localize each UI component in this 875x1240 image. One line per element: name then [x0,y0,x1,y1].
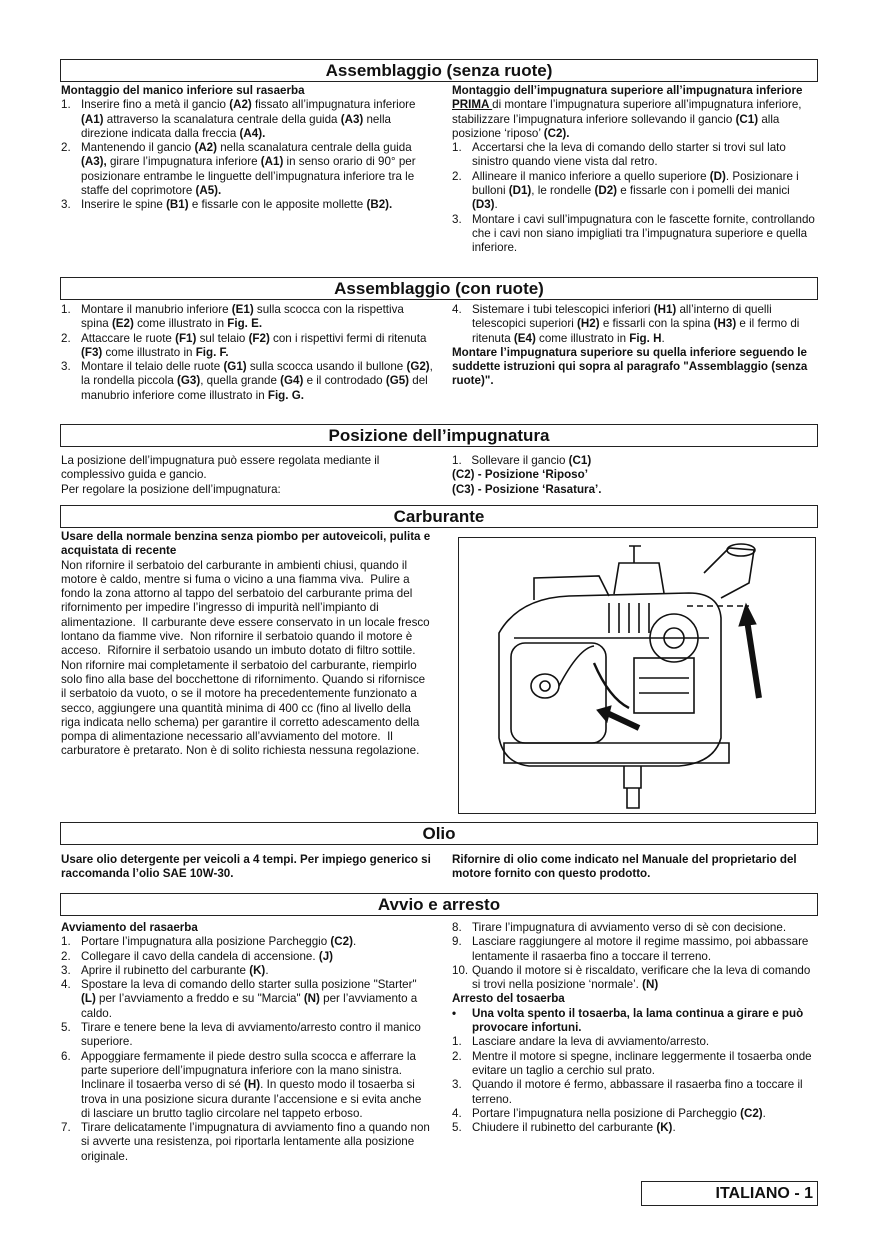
col-left-assemblaggio-con-ruote: 1. Montare il manubrio inferiore (E1) sulla scocca con la rispettiva spina (E2) come illustrato in Fig. E. 2. Attaccare le ruote (F1) sul telaio (F2) con i rispettivi fermi di ritenuta (F3) come illustrato in Fig. F. 3. Montare il telaio delle ruote (G1) sulla scocca usando il bullone (G2), la rondella piccola (G3), quella grande (G4) e il controdado (G5) del manubrio inferiore come illustrato in Fig. G. [61,303,433,402]
section-title-assemblaggio-con-ruote: Assemblaggio (con ruote) [60,277,818,300]
col-right-assemblaggio-con-ruote: 4. Sistemare i tubi telescopici inferiori (H1) all’interno di quelli telescopici superiori (H2) e fissarli con la spina (H3) e il fermo di ritenuta (E4) come illustrato in Fig. H. Montare l’impugnatura superiore su quella inferiore seguendo le suddette istruzioni qui sopra al paragrafo "Assemblaggio (senza ruote)". [452,303,808,388]
col-right-posizione-impugnatura: 1. Sollevare il gancio (C1) (C2) - Posizione ‘Riposo’ (C3) - Posizione ‘Rasatura’. [452,454,602,496]
col-left-olio: Usare olio detergente per veicoli a 4 tempi. Per impiego generico si raccomanda l’olio SAE 10W-30. [61,853,431,881]
col-right-avvio-arresto: 8. Tirare l’impugnatura di avviamento verso di sè con decisione. 9. Lasciare raggiungere al motore il regime massimo, poi abbassare lentamente il rasaerba fino a toccare il terreno. 10. Quando il motore si è riscaldato, verificare che la leva di comando si trovi nella posizione ‘normale’. (N) Arresto del tosaerba • Una volta spento il tosaerba, la lama continua a girare e può provocare infortuni. 1. Lasciare andare la leva di avviamento/arresto. 2. Mentre il motore si spegne, inclinare leggermente il tosaerba onde evitare un taglio a cerchio sul prato. 3. Quando il motore é fermo, abbassare il rasaerba fino a toccare il terreno. 4. Portare l’impugnatura nella posizione di Parcheggio (C2). 5. Chiudere il rubinetto del carburante (K). [452,921,812,1135]
col-left-carburante: Usare della normale benzina senza piombo per autoveicoli, pulita e acquistata di recente Non rifornire il serbatoio del carburante in ambienti chiusi, quando il motore è caldo, mentre si fuma o vicino a una fiamma viva. Pulire a fondo la zona attorno al tappo del serbatoio del carburante prima del rifornimento per impedire l’ingresso di impurità nell’impianto di alimentazione. Il carburante deve essere conservato in un locale fresco lontano da fiamme vive. Non rifornire il serbatoio quando il motore è acceso. Rifornire il serbatoio usando un imbuto dotato di filtro sottile. Non rifornire mai completamente il serbatoio del carburante, riempirlo solo fino alla base del bocchettone di rifornimento. Quando si rifornisce il serbatoio da vuoto, o se il motore ha precedentemente funzionato a secco, aggiungere una quantità minima di 400 cc (fino al livello della riga indicata nello schema) per garantire il corretto adescamento della pompa di alimentazione necessario all’avviamento del motore. Il carburatore è pretarato. Non è di solito richiesta nessuna regolazione. [61,530,431,758]
section-title-avvio-arresto: Avvio e arresto [60,893,818,916]
engine-diagram-icon [459,538,815,813]
section-title-posizione-impugnatura: Posizione dell’impugnatura [60,424,818,447]
section-title-olio: Olio [60,822,818,845]
engine-diagram-figure [458,537,816,814]
col-left-assemblaggio-senza-ruote: Montaggio del manico inferiore sul rasaerba 1. Inserire fino a metà il gancio (A2) fissato all’impugnatura inferiore (A1) attraverso la scanalatura centrale della guida (A3) nella direzione indicata dalla freccia (A4). 2. Mantenendo il gancio (A2) nella scanalatura centrale della guida (A3), girare l’impugnatura inferiore (A1) in senso orario di 90° per posizionare entrambe le linguette dell’impugnatura inferiore tra le staffe del coprimotore (A5). 3. Inserire le spine (B1) e fissarle con le apposite mollette (B2). [61,84,416,212]
col-left-posizione-impugnatura: La posizione dell’impugnatura può essere regolata mediante il complessivo guida e gancio. Per regolare la posizione dell’impugnatura: [61,454,380,496]
col-right-assemblaggio-senza-ruote: Montaggio dell’impugnatura superiore all’impugnatura inferiore PRIMA di montare l’impugnatura superiore all’impugnatura inferiore, stabilizzare l’impugnatura inferiore sollevando il gancio (C1) alla posizione ‘riposo’ (C2). 1. Accertarsi che la leva di comando dello starter si trovi sul lato sinistro quando viene vista dal retro. 2. Allineare il manico inferiore a quello superiore (D). Posizionare i bulloni (D1), le rondelle (D2) e fissarle con i pomelli dei manici (D3). 3. Montare i cavi sull’impugnatura con le fascette fornite, controllando che i cavi non siano impigliati tra l’impugnatura superiore e quella inferiore. [452,84,815,255]
page-footer-label: ITALIANO - 1 [641,1181,818,1206]
section-title-assemblaggio-senza-ruote: Assemblaggio (senza ruote) [60,59,818,82]
col-right-olio: Rifornire di olio come indicato nel Manuale del proprietario del motore fornito con questo prodotto. [452,853,797,881]
section-title-carburante: Carburante [60,505,818,528]
col-left-avvio-arresto: Avviamento del rasaerba 1. Portare l’impugnatura alla posizione Parcheggio (C2). 2. Collegare il cavo della candela di accensione. (J) 3. Aprire il rubinetto del carburante (K). 4. Spostare la leva di comando dello starter sulla posizione "Starter" (L) per l’avviamento a freddo e su "Marcia" (N) per l’avviamento a caldo. 5. Tirare e tenere bene la leva di avviamento/arresto contro il manico superiore. 6. Appoggiare fermamente il piede destro sulla scocca e afferrare la parte superiore dell’impugnatura inferiore con la mano sinistra. Inclinare il tosaerba verso di sé (H). In questo modo il tosaerba si trova in una posizione sicura durante l’accensione e si evita anche di lasciare un brutto taglio circolare nel tappeto erboso. 7. Tirare delicatamente l’impugnatura di avviamento fino a quando non si avverte una resistenza, poi riportarla lentamente alla posizione originale. [61,921,430,1163]
